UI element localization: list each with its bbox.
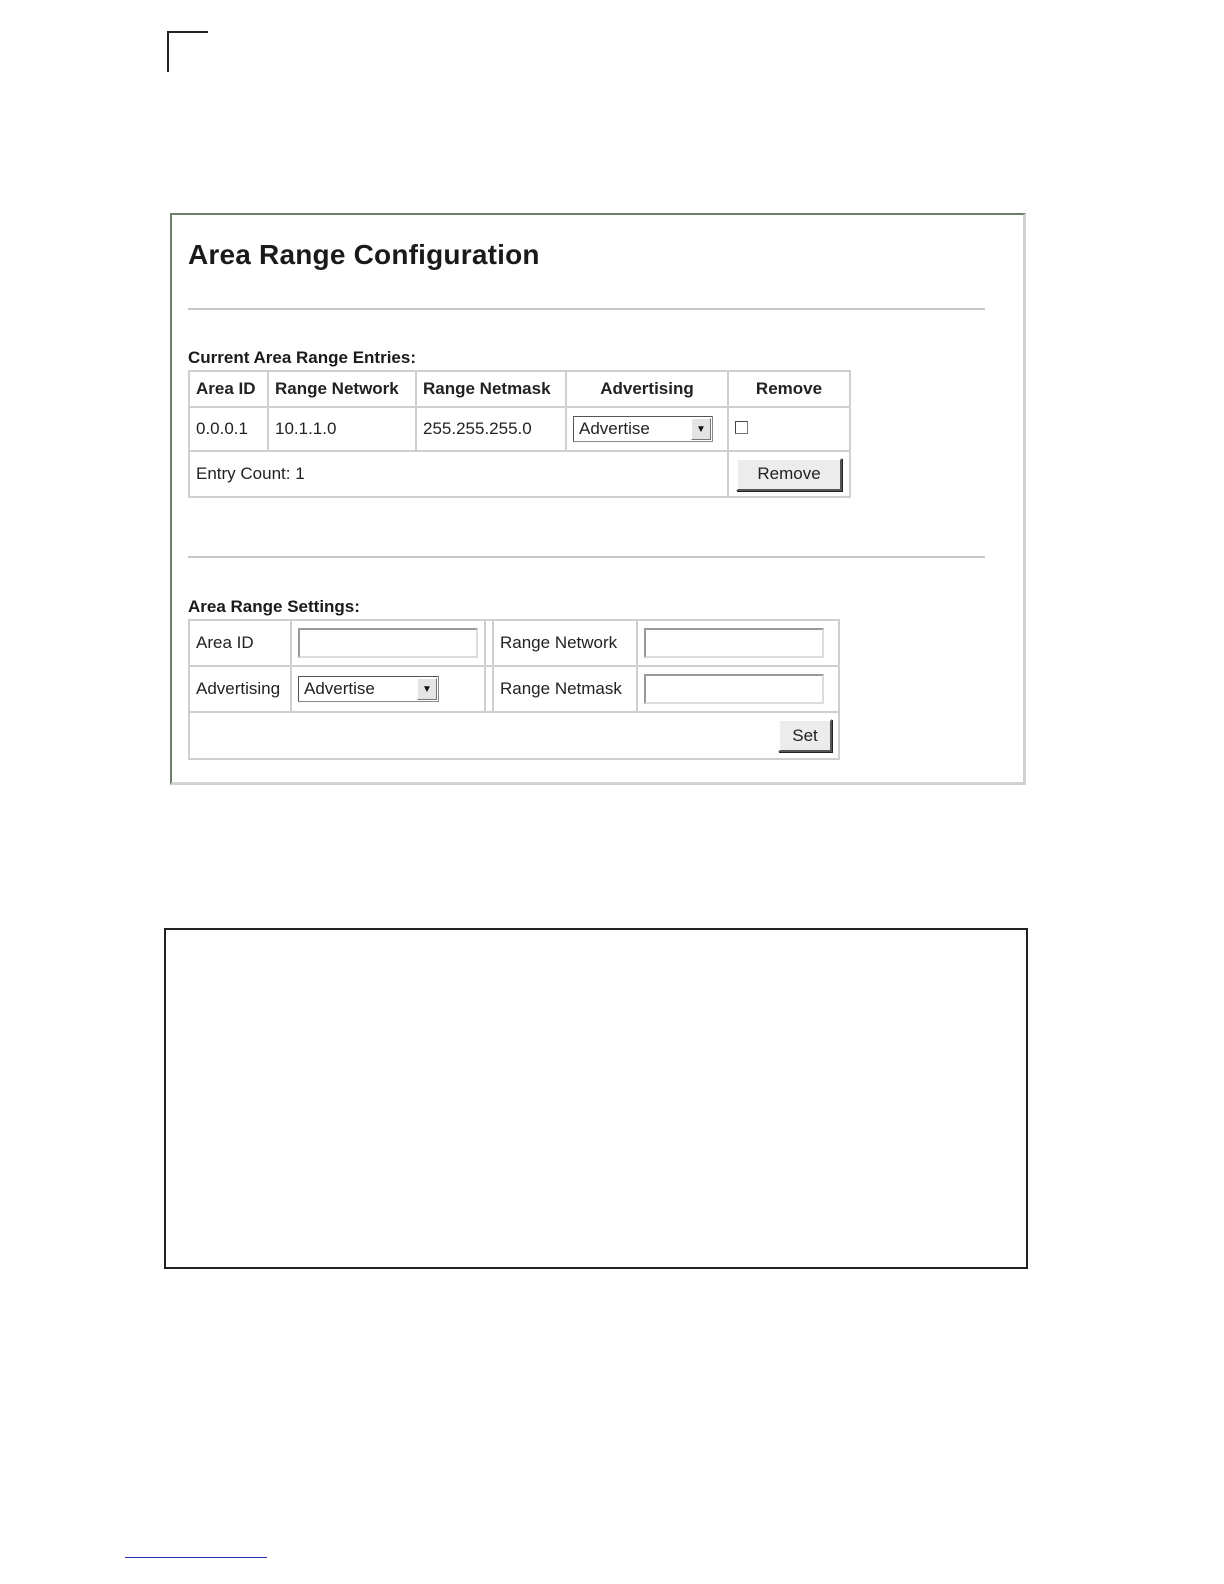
range-netmask-input[interactable] [644, 674, 824, 704]
empty-content-box [164, 928, 1028, 1269]
footer-rule [125, 1557, 267, 1558]
area-range-window [170, 213, 1026, 785]
remove-button[interactable]: Remove [736, 458, 842, 491]
cell-area-id-input [291, 620, 485, 666]
cell-area-id: 0.0.0.1 [189, 407, 268, 451]
cell-advertising [566, 407, 728, 451]
remove-checkbox[interactable] [735, 421, 748, 434]
cell-range-netmask: 255.255.255.0 [416, 407, 566, 451]
cell-range-netmask-input [637, 666, 839, 712]
range-netmask-label: Range Netmask [493, 666, 637, 712]
settings-table [188, 619, 840, 760]
chevron-down-icon[interactable]: ▼ [691, 418, 711, 440]
column-header-remove: Remove [728, 371, 850, 407]
page-title: Area Range Configuration [188, 239, 540, 270]
settings-row-1 [189, 620, 839, 666]
settings-row-3 [189, 712, 839, 759]
settings-label: Area Range Settings: [188, 597, 360, 616]
column-header-range-netmask: Range Netmask [416, 371, 566, 407]
divider-top [188, 308, 985, 310]
chevron-down-icon[interactable]: ▼ [417, 678, 437, 700]
advertising-select[interactable] [298, 676, 439, 702]
cell-set-button [189, 712, 839, 759]
spacer-cell [485, 620, 493, 666]
table-row [189, 407, 850, 451]
range-network-input[interactable] [644, 628, 824, 658]
spacer-cell [485, 666, 493, 712]
crop-mark-vertical [167, 31, 169, 72]
cell-remove-button [728, 451, 850, 497]
current-entries-label: Current Area Range Entries: [188, 348, 416, 367]
table-header-row [189, 371, 850, 407]
entry-count: Entry Count: 1 [189, 451, 728, 497]
column-header-range-network: Range Network [268, 371, 416, 407]
column-header-area-id: Area ID [189, 371, 268, 407]
range-network-label: Range Network [493, 620, 637, 666]
column-header-advertising: Advertising [566, 371, 728, 407]
crop-mark-horizontal [167, 31, 208, 33]
area-id-label: Area ID [189, 620, 291, 666]
cell-advertising-select [291, 666, 485, 712]
row-advertising-value: Advertise [579, 419, 650, 438]
advertising-label: Advertising [189, 666, 291, 712]
row-advertising-select[interactable] [573, 416, 713, 442]
current-entries-table [188, 370, 851, 498]
cell-range-network-input [637, 620, 839, 666]
advertising-select-value: Advertise [304, 679, 375, 698]
area-id-input[interactable] [298, 628, 478, 658]
divider-middle [188, 556, 985, 558]
cell-range-network: 10.1.1.0 [268, 407, 416, 451]
settings-row-2 [189, 666, 839, 712]
table-footer-row [189, 451, 850, 497]
set-button[interactable]: Set [778, 719, 832, 752]
cell-remove [728, 407, 850, 451]
